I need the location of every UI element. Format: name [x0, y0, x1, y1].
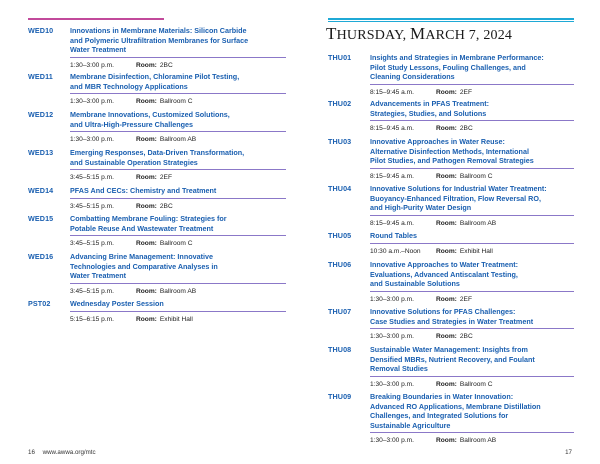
day-heading-day: HURSDAY: [336, 28, 403, 43]
session-title-line: Insights and Strategies in Membrane Performance:: [370, 53, 544, 62]
session-title-line: Emerging Responses, Data-Driven Transformation,: [70, 148, 245, 157]
session-time: 1:30–3:00 p.m.: [70, 136, 114, 144]
session-title-line: Potable Reuse And Wastewater Treatment: [70, 223, 214, 233]
room-label: Room:: [136, 61, 157, 69]
room-label: Room:: [136, 136, 157, 144]
session-divider: [70, 198, 286, 199]
session-divider: [370, 432, 574, 433]
session-code: THU03: [328, 137, 352, 146]
session-time: 1:30–3:00 p.m.: [70, 61, 114, 69]
room-value: 2BC: [159, 202, 173, 210]
session-room: [436, 296, 472, 303]
session-time: 3:45–5:15 p.m.: [70, 174, 114, 182]
session-time: 3:45–5:15 p.m.: [70, 240, 114, 248]
session-room: [136, 62, 173, 69]
session-code: WED15: [28, 214, 54, 223]
session-code: THU04: [328, 184, 352, 193]
session-code: WED13: [28, 148, 54, 157]
session-title: [370, 260, 518, 289]
session-title-line: Advancing Brine Management: Innovative: [70, 252, 213, 261]
session-room: [436, 333, 473, 340]
session-title-line: Membrane Disinfection, Chloramine Pilot Testing,: [70, 72, 240, 81]
session-room: [136, 240, 193, 247]
session-room: [436, 381, 493, 388]
session-title-line: Advancements in PFAS Treatment:: [370, 99, 490, 108]
session-divider: [370, 243, 574, 244]
session-divider: [370, 168, 574, 169]
session-title: [370, 231, 417, 241]
room-value: Ballroom C: [459, 172, 493, 180]
session-title-line: Water Treatment: [70, 271, 127, 281]
session-title: [70, 214, 227, 233]
session-time: 3:45–5:15 p.m.: [70, 287, 114, 295]
session-title-line: and Sustainable Operation Strategies: [70, 157, 198, 167]
session-code: THU08: [328, 345, 352, 354]
session-code: THU01: [328, 53, 352, 62]
session-divider: [370, 291, 574, 292]
room-value: Ballroom C: [459, 380, 493, 388]
session-divider: [370, 328, 574, 329]
session-title-line: and High-Purity Water Design: [370, 203, 472, 213]
room-label: Room:: [436, 88, 457, 96]
session-room: [136, 203, 173, 210]
session-room: [436, 89, 472, 96]
session-title-line: and Polymeric Ultrafiltration Membranes for Surface: [70, 35, 249, 45]
session-title-line: Advanced RO Applications, Membrane Distillation: [370, 401, 541, 411]
room-label: Room:: [436, 380, 457, 388]
day-heading-initial: T: [326, 24, 337, 43]
day-heading-date: 7, 2024: [465, 28, 513, 43]
room-value: 2EF: [159, 174, 172, 182]
right-page: [300, 0, 600, 464]
page-number: 16: [28, 449, 35, 456]
room-label: Room:: [136, 287, 157, 295]
top-accent-rule: [28, 18, 164, 20]
session-title: [370, 307, 533, 326]
session-title-line: Evaluations, Advanced Antiscalant Testing,: [370, 269, 518, 279]
room-label: Room:: [436, 333, 457, 341]
session-title-line: Innovative Solutions for Industrial Water Treatment:: [370, 184, 547, 193]
session-time: 8:15–9:45 a.m.: [370, 88, 414, 96]
session-divider: [70, 57, 286, 58]
session-title-line: Buoyancy-Enhanced Filtration, Flow Reversal RO,: [370, 193, 541, 203]
session-code: WED12: [28, 110, 54, 119]
session-title-line: Case Studies and Strategies in Water Treatment: [370, 316, 534, 326]
room-label: Room:: [436, 125, 457, 133]
session-room: [436, 248, 493, 255]
session-room: [436, 125, 473, 132]
room-label: Room:: [136, 98, 157, 106]
session-code: WED11: [28, 72, 53, 81]
session-room: [436, 437, 496, 444]
session-title-line: Innovative Approaches in Water Reuse:: [370, 137, 505, 146]
session-divider: [70, 235, 286, 236]
session-title: [370, 53, 544, 82]
session-divider: [370, 84, 574, 85]
session-title-line: Innovative Approaches to Water Treatment:: [370, 260, 519, 269]
room-label: Room:: [136, 202, 157, 210]
session-title: [70, 148, 244, 167]
session-title: [70, 252, 218, 281]
session-title-line: Alternative Disinfection Methods, International: [370, 146, 529, 156]
day-heading-month: ARCH: [425, 28, 466, 43]
session-time: 3:45–5:15 p.m.: [70, 202, 114, 210]
session-code: WED16: [28, 252, 54, 261]
session-time: 1:30–3:00 p.m.: [370, 333, 414, 341]
room-label: Room:: [136, 315, 157, 323]
session-title-line: Cleaning Considerations: [370, 72, 455, 82]
session-code: THU02: [328, 99, 352, 108]
session-title: [370, 392, 541, 430]
session-room: [136, 98, 193, 105]
room-value: Exhibit Hall: [159, 315, 193, 323]
room-value: 2BC: [159, 61, 173, 69]
session-title: [70, 72, 239, 91]
session-title: [70, 299, 164, 309]
room-label: Room:: [136, 174, 157, 182]
room-label: Room:: [436, 437, 457, 445]
session-time: 1:30–3:00 p.m.: [70, 98, 114, 106]
session-title-line: Combatting Membrane Fouling: Strategies for: [70, 214, 227, 223]
day-heading-comma: ,: [402, 28, 410, 43]
session-room: [136, 136, 196, 143]
header-cyan-rule-thin: [328, 21, 574, 22]
session-room: [436, 220, 496, 227]
session-code: PST02: [28, 299, 51, 308]
room-value: 2EF: [459, 88, 472, 96]
room-value: Exhibit Hall: [459, 247, 493, 255]
session-title-line: Technologies and Comparative Analyses in: [70, 261, 218, 271]
session-title-line: Wednesday Poster Session: [70, 299, 164, 308]
room-value: Ballroom C: [159, 240, 193, 248]
room-value: 2BC: [459, 125, 473, 133]
session-time: 1:30–3:00 p.m.: [370, 380, 414, 388]
session-title-line: and Ultra-High-Pressure Challenges: [70, 119, 194, 129]
session-room: [136, 316, 193, 323]
session-room: [136, 174, 172, 181]
session-title-line: Densified MBRs, Nutrient Recovery, and Foulant: [370, 354, 535, 364]
right-footer: [565, 449, 572, 456]
session-title: [70, 110, 230, 129]
session-title-line: and Sustainable Solutions: [370, 279, 460, 289]
session-title-line: Breaking Boundaries in Water Innovation:: [370, 392, 514, 401]
room-value: 2BC: [459, 333, 473, 341]
session-title: [70, 26, 248, 55]
session-time: 10:30 a.m.–Noon: [370, 247, 421, 255]
session-room: [136, 288, 196, 295]
session-title: [370, 345, 535, 374]
session-title-line: Removal Studies: [370, 364, 428, 374]
session-divider: [70, 283, 286, 284]
session-code: THU07: [328, 307, 352, 316]
session-title-line: Sustainable Water Management: Insights from: [370, 345, 528, 354]
room-value: 2EF: [459, 295, 472, 303]
session-code: THU05: [328, 231, 352, 240]
session-time: 8:15–9:45 a.m.: [370, 125, 414, 133]
footer-url: www.awwa.org/mtc: [42, 449, 96, 456]
session-title-line: Water Treatment: [70, 45, 127, 55]
session-divider: [70, 311, 286, 312]
session-title-line: and MBR Technology Applications: [70, 81, 188, 91]
session-title-line: Round Tables: [370, 231, 417, 240]
session-time: 5:15–6:15 p.m.: [70, 315, 114, 323]
room-value: Ballroom AB: [459, 437, 497, 445]
room-label: Room:: [436, 295, 457, 303]
session-title-line: Sustainable Agriculture: [370, 420, 451, 430]
session-divider: [370, 120, 574, 121]
session-title-line: Challenges, and Integrated Solutions for: [370, 411, 509, 421]
room-value: Ballroom AB: [159, 287, 197, 295]
session-code: THU09: [328, 392, 352, 401]
session-divider: [370, 376, 574, 377]
session-time: 8:15–9:45 a.m.: [370, 219, 414, 227]
session-title-line: Strategies, Studies, and Solutions: [370, 108, 487, 118]
session-time: 1:30–3:00 p.m.: [370, 295, 414, 303]
room-label: Room:: [436, 172, 457, 180]
session-title-line: Pilot Study Lessons, Fouling Challenges, and: [370, 62, 526, 72]
session-time: 8:15–9:45 a.m.: [370, 172, 414, 180]
session-divider: [370, 215, 574, 216]
left-footer: [28, 449, 96, 456]
room-label: Room:: [136, 240, 157, 248]
session-time: 1:30–3:00 p.m.: [370, 437, 414, 445]
session-title: [370, 99, 489, 118]
room-label: Room:: [436, 219, 457, 227]
room-value: Ballroom AB: [459, 219, 497, 227]
session-code: WED14: [28, 186, 54, 195]
session-code: WED10: [28, 26, 54, 35]
session-title: [370, 137, 534, 166]
day-heading-month-initial: M: [410, 24, 426, 43]
session-title-line: Pilot Studies, and Pathogen Removal Strategies: [370, 156, 534, 166]
room-label: Room:: [436, 247, 457, 255]
session-title-line: Innovations in Membrane Materials: Silicon Carbide: [70, 26, 247, 35]
session-divider: [70, 169, 286, 170]
session-room: [436, 173, 493, 180]
session-code: THU06: [328, 260, 352, 269]
room-value: Ballroom C: [159, 98, 193, 106]
session-divider: [70, 131, 286, 132]
session-title: [70, 186, 216, 196]
session-title: [370, 184, 547, 213]
header-cyan-rule: [328, 18, 574, 20]
room-value: Ballroom AB: [159, 136, 197, 144]
page-number: 17: [565, 449, 572, 456]
session-title-line: PFAS And CECs: Chemistry and Treatment: [70, 186, 217, 195]
session-title-line: Innovative Solutions for PFAS Challenges:: [370, 307, 516, 316]
session-title-line: Membrane Innovations, Customized Solutions,: [70, 110, 230, 119]
session-divider: [70, 93, 286, 94]
day-heading: [326, 24, 512, 44]
